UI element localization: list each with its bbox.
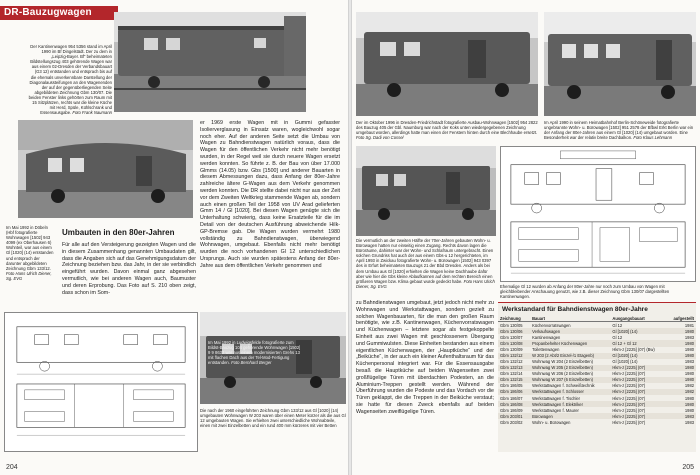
table-cell: 1983	[684, 334, 694, 340]
table-cell: Gbm 130/09	[500, 346, 523, 352]
table-header-cell: Bauart	[530, 315, 610, 322]
table-cell: Werkstattwagen f. Schweißtechnik	[532, 383, 595, 389]
table-cell: Wohn- u. Bürowagen	[532, 419, 571, 425]
table-cell: Gbm 186/07	[500, 395, 523, 401]
caption-top-mid	[356, 120, 538, 140]
table-cell: Propanbehelter Küchenwagen	[530, 340, 610, 346]
table-header-cell: Zeichnung	[498, 315, 530, 322]
table-cell: Gbm 132/13	[498, 365, 530, 371]
table-cell: Bürowagen	[530, 413, 610, 419]
caption-mid	[6, 225, 54, 281]
table-cell: 1980	[666, 401, 696, 407]
table-cell: Wohnwag W 205 (2 Einzelbetten)	[530, 365, 610, 371]
table-cell: Küchenvorratswagen	[532, 322, 571, 328]
caption-top-text: Der Kantinenwagen 954 5356 stand im April 1990 im Bf Dingelstädt. Der zu dem in „Leipzig-Bayer. Bf“ beheimateten Bildstellungszug 403 gehörende Wagen war aus einem 02-Dresden der Verbandsbauart (G3 12) entstanden und entsprach bis auf die ehemals unverkennbare Darstellung der Diagonalaussteifungen an den Wagenenden der auf der gegenüberliegenden Seite abgebildeten Zeichnung Gbm 130/07. Die beiden Fenster links gehörten zum Raum mit 15 Sitzplätzen, rechts war die kleine Küche mit Herd, Spüle, Kühlschrank und Essensausgabe.	[28, 44, 112, 116]
table-cell: Gl [1020] (14)	[610, 328, 666, 334]
table-cell: 1981	[684, 322, 694, 328]
table-row	[498, 322, 696, 329]
table-cell: 1980	[666, 340, 696, 346]
table-title: Werkstandard für Bahndienstwagen 80er-Jahre	[502, 306, 648, 313]
table-cell: 1983	[684, 419, 694, 425]
table-cell: Wohnwag W 204 (2 Einzelbetten)	[532, 359, 593, 365]
table-cell: Gbm 186/08	[498, 401, 530, 407]
table-cell: Gbm 203/01	[498, 413, 530, 419]
chapter-header	[0, 6, 118, 20]
table-cell: Toilettenwagen	[532, 346, 560, 352]
body-text-column-1	[62, 242, 196, 304]
caption-mid-right-credit: Foto Hans Ulrich Diener, Sg. EVG	[356, 278, 495, 289]
body-text-right	[356, 300, 494, 460]
caption-top-right-text: Im April 1990 in seinem Heimatbahnhof Berlin-Schöneweide fotografierte ungebrannte Wohn- u. Bürowagen [1502] 951 2578 der Bfbwl Erkt Berlin war ein der Anfang der 80er-Jahren aus einem Gl [1020] (14) umgebaut worden. Eine Besonderheit war der relativ breite Dachbalkon.	[544, 120, 694, 141]
body-text-column-1-paragraph: Für alle auf den Versteigerung gezeigten Wagen und die in diesem Zusammenhang genannten Umbaudaten gilt, dass die Angaben sich auf das Genehmigungsdatum der Zeichnung beziehen bzw. das Jahr, in der sie verbindlich eingeführt wurden. Davon einmal ganz abgesehen vermutlich, wie bei anderen Wagen auch, Baumuster und deren Erprobung. Das Foto auf S. 210 oben zeigt, dass schon im Som-	[62, 242, 196, 296]
table-cell: Hkm-z [2225] (07)	[612, 371, 646, 377]
table-cell: Hkm-z [2225] (07)	[610, 401, 666, 407]
table-cell: Gbm 132/12	[500, 359, 523, 365]
table-cell: Gbm 130/05	[500, 322, 523, 328]
left-page	[0, 0, 348, 475]
table-cell: Wohnwag W 206 (2 Einzelbetten)	[532, 371, 593, 377]
table-header-row	[498, 315, 696, 322]
table-cell: Hkm-z [2225] (07)	[610, 377, 666, 383]
body-text-column-2-paragraph: er 1969 erste Wagen mit in Gummi gefasster Isolierverglasung in Einsatz waren, wogleichwohl sogar noch eher. Auf der anderen Seite setzt die Umbau von Wagen zu Bahndienstwagen natürlich voraus, dass die Wagen für den öffentlichen Verkehr nicht mehr benötigt wurden, in der Regel weil sie durch neuere Wagen ersetzt werden konnten. So führte z. B. der Bau von über 17.000 Glmms (14.05) bzw. Gbs [1500] und anderer Bauarten in diesem Abmessungen dazu, dass Anfang der 80er-Jahre zahlreiche ältere G-Wagen aus dem Verkehr genommen werden konnten. Die DR stellte dabei nicht nur aus der Zeit vor dem Zweiten Weltkrieg stammende Wagen ab, sondern auch einen großen Teil der 1958 von UV Arad gelieferten Gmm 14 / Gl [1020]. Bei diesen Wagen genügte sich die Unterhaltung schwierig, dass keine Ersatzteile für die im Detail von der deutschen Ausführung abweichende Hilk-GP-Bremse gab. Die Wagen wurden vermehrt 1980 vollständig zu Bahndienstwagen, überwiegend Wohnwagen, umgebaut. Ebenfalls nicht mehr benötigt wurden die noch vorhandenen Gl 12 unterschiedlichen Ursprungs. Auch sie wurden spätestens Anfang der 80er-Jahre aus dem öffentlichen Verkehr genommen und	[200, 120, 340, 269]
table-cell: Gbm 132/14	[500, 371, 523, 377]
table-cell: 1980	[684, 407, 694, 413]
table-header-cell: aufgestellt	[666, 315, 696, 322]
caption-top-right-credit: Foto Klaus Lehmann	[633, 135, 673, 141]
caption-top-right	[544, 120, 696, 140]
table-cell: Gl [1020] (14)	[612, 359, 638, 365]
table-cell: 1980	[666, 365, 696, 371]
table-cell: Gbm 132/12	[498, 353, 530, 359]
table-cell: Kantinenwagen	[532, 334, 561, 340]
table-cell: Hkm-z [2225] (07)	[612, 395, 646, 401]
table-cell: Werkstattwagen f. Schlosser	[530, 389, 610, 395]
right-page	[352, 0, 700, 475]
table-cell: Gl 12	[612, 322, 623, 328]
table-cell: Werkstattwagen f. Elektriker	[530, 401, 610, 407]
table-cell: Gbm 186/06	[498, 389, 530, 395]
technical-drawing-gbm-133-12	[4, 312, 198, 452]
technical-drawing-gbm-130-07	[500, 146, 696, 282]
photo-wohnwagen-doebeln	[18, 120, 193, 218]
caption-mid-right	[356, 238, 496, 289]
caption-bottom-text: Im Mai 1992 in Ludwigsfelde fotografierte zum Bildst-Bauzug 104 gehörende Wohnwagen [1502] 9 9 8632 war aus einem modernisierten Grehs 13 mit flachen Dach aus der Tel-Mod-Fertigung entstanden.	[208, 340, 301, 366]
table-body	[498, 322, 696, 426]
table-cell: 1980	[666, 353, 696, 359]
photo-wohn-buerowagen-berlin	[544, 12, 696, 116]
table-cell: Hkm-z [2225] (07)	[610, 365, 666, 371]
table-cell: Gl [1020] (14)	[610, 353, 666, 359]
table-row	[498, 419, 696, 425]
body-text-right-paragraph: zu Bahndienstwagen umgebaut, jetzt jedoch nicht mehr zu Wohnwagen und Werkstattwagen, sondern gezielt zu solchen Wagenbauarten, für die man den großen Raum benötigte, wie z.B. Kantinenwagen, Küchenvorratswagen und Küchenwagen – letztere sogar als festgekoppelte Einheit aus zwei Wagen mit geschlossenem Übergang und Gummiwulsten. Diese Einheiten bestanden aus einem eigentlichen Küchenwagen, der „Hauptküche“ und der „Beiküche“, in der auch ein kleiner Aufenthaltsraum für das Küchenpersonal integriert war. Für die Essensausgabe besaß die Hauptküche auf beiden Wagenseiten zwei großflügelige Türen mit überdachten Podesten, an die Aluminium-Treppen gestellt werden. Während der Überführung wurden die Podeste und das Vordach vor die Türen geklappt, die die Treppen in der Beiküche verstaut; sie hatte für diesen Zweck ebenfalls auf beiden Wagenseiten zweiflügelige Türen.	[356, 300, 494, 415]
caption-mid-right-text: Die vermutlich an der zweiten Hälfte der 70er-Jahren gebauten Wohn- u. Bürowagen hatten nur einseitig einen Zugang. Rechts davon lagen die Büroräume, dahinter war der Wohn- und Schlafraum untergebracht. Einen solchen Grundriss hat auch der aus einem Gbs-u 12 hergerichteten, im April 1993 in Zwickau fotografierte Wohn- u. Bürowagen [1502] 943 0397 des in Erfurt beheimateten Bauzugs 21 der Bbd Dresden. Anders als bei dem Umbau aus Gl [1020] erhielten die Wagen keine Dachhaube dafür aber wie hier die Gbs kleine Ablaufkannen auf dem rechten Bereich einen größeren Wagen bzw. Klima gebaut wurde gedeckt habe.	[356, 238, 494, 284]
photo-wohn-buerowagen-zwickau	[356, 146, 496, 236]
table-cell: Wohnwag W 207 (6 Einzelbetten)	[530, 377, 610, 383]
table-cell: Gl 12	[612, 334, 623, 340]
table-cell: 1982	[684, 383, 694, 389]
table-cell: 1980	[684, 395, 694, 401]
table-cell: Hkm-z [2225] (07)	[610, 413, 666, 419]
caption-top	[28, 44, 112, 115]
table-cell: Gbm 132/15	[498, 377, 530, 383]
table-cell: Hkm-z [2225] (07) (Bw)	[612, 346, 655, 352]
chapter-header-text: DR-Bauzugwagen	[4, 7, 92, 18]
table-cell: Gbm 130/08	[498, 340, 530, 346]
table-cell: W 203 (2 Abt/2 Einzel-/1 Etagenb)	[530, 353, 610, 359]
table-cell: Gl 12 + Gl 12	[610, 340, 666, 346]
table-cell: Gbm 130/06	[498, 328, 530, 334]
table-cell: Verkaufswagen	[530, 328, 610, 334]
caption-bottom	[208, 340, 302, 365]
table-cell: Gbm 186/05	[500, 383, 523, 389]
table-cell: 1980	[666, 328, 696, 334]
table-cell: Gbm 130/07	[500, 334, 523, 340]
drawing-caption-left: Die nach der 1960 eingeführten Zeichnung Gbm 133/12 aus Gl [1020] (14) umgebauten Wohnwagen W 203 waren über einen Meter kürzer als die aus Gl 12 umgebauten Wagen. Sie erhielten zwei unterschiedliche Wohnabteile, einen mit zwei Einzelbetten und ein rund 400 mm kürzeres mit vier Betten	[200, 408, 346, 429]
table-cell: 1983	[666, 413, 696, 419]
table-cell: 1980	[666, 377, 696, 383]
table-cell: 1980	[684, 346, 694, 352]
caption-bottom-credit: Foto Bernhard Berger	[231, 360, 272, 366]
drawing-caption-right: Ehemalige Gl 12 wurden ab Anfang der 80er-Jahre nur noch zum Umbau von Wagen mit gleichbleibender Anschauung genutzt, wie z.B. dieser Zeichnung Gbm 130/07 dargestellten Kantinenwagen.	[500, 284, 670, 300]
caption-mid-credit: Foto Hans Ulrich Diener, Sg. EVG	[6, 270, 52, 281]
table-cell: Hkm-z [2225] (07)	[610, 389, 666, 395]
table-cell: Werkstattwagen f. Tischler	[532, 395, 580, 401]
page-number-left: 204	[6, 464, 18, 471]
werkstandard-table	[498, 315, 696, 426]
photo-wohnwagen-dresden	[356, 12, 538, 116]
table-cell: Hkm-z [2225] (07)	[612, 419, 646, 425]
caption-top-credit: Foto Frank Naumann	[72, 110, 112, 116]
table-cell: Gbm 203/02	[500, 419, 523, 425]
table-cell: 1982	[666, 389, 696, 395]
page-number-right: 205	[682, 464, 694, 471]
table-header-cell: Ausgangsbauart	[610, 315, 666, 322]
werkstandard-table-box	[498, 302, 696, 452]
section-subhead: Umbauten in den 80er-Jahren	[62, 228, 175, 237]
table-cell: 1983	[684, 359, 694, 365]
table-cell: Gbm 186/09	[500, 407, 523, 413]
body-text-column-2	[200, 120, 340, 320]
table-cell: 1980	[684, 371, 694, 377]
caption-mid-text: Im Mai 1992 in Döbeln (Hbf fotografierte Wohnwagen [1502] 943 4099 (ex Oberhausen 6) Wohnteil, war aus einem Gl [1020] (14) entstanden und entsprach der darunter abgebildeten Zeichnung Gbm 133/12.	[6, 225, 54, 271]
table-cell: Werkstattwagen f. Maurer	[532, 407, 579, 413]
table-cell: Hkm-z [2225] (07)	[612, 383, 646, 389]
caption-top-mid-text: Der im Oktober 1996 in Dresden-Friedrichstadt fotografierte Ausbau-Wohnwagen [1502] 954 2822 des Bauzug 405 der Gbl. Naumburg war nach der Koks unten wiedergegebenen Zeichnung umgebaut worden, allerdings hatte man einen der Fenstern hinten durch eine Blechhaube ersetzt.	[356, 120, 538, 136]
table-cell: Hkm-z [2225] (07)	[612, 407, 646, 413]
photo-kantinenwagen	[114, 12, 306, 112]
caption-top-mid-credit: Foto Sg. Dadi von Cossel	[356, 135, 404, 141]
